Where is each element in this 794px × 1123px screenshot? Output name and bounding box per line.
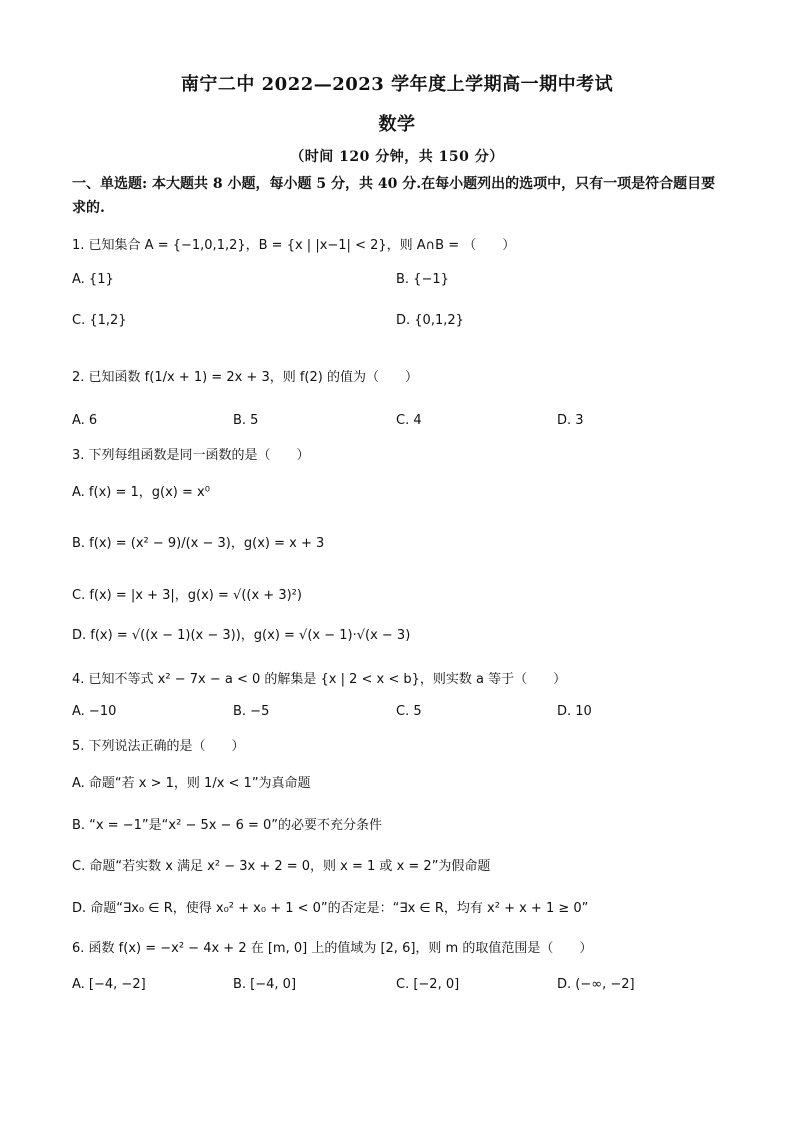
question-1-stem: 1. 已知集合 A = {−1,0,1,2}，B = {x | |x−1| < 2}，则 A∩B = （ ） — [72, 238, 516, 253]
question-5-option-b: B. “x = −1”是“x² − 5x − 6 = 0”的必要不充分条件 — [72, 818, 383, 833]
question-6-option-b: B. [−4, 0] — [233, 977, 297, 992]
exam-title: 南宁二中 2022—2023 学年度上学期高一期中考试 — [180, 74, 614, 95]
question-4-stem: 4. 已知不等式 x² − 7x − a < 0 的解集是 {x | 2 < x < b}，则实数 a 等于（ ） — [72, 672, 567, 687]
time-info: （时间 120 分钟，共 150 分） — [290, 149, 504, 165]
question-2-option-c: C. 4 — [396, 413, 422, 428]
question-4-option-b: B. −5 — [233, 704, 270, 719]
question-1-option-c: C. {1,2} — [72, 313, 127, 328]
question-4-option-d: D. 10 — [557, 704, 592, 719]
question-3-stem: 3. 下列每组函数是同一函数的是（ ） — [72, 448, 310, 463]
question-5-option-d: D. 命题“∃x₀ ∈ R，使得 x₀² + x₀ + 1 < 0”的否定是：“∃x ∈ R，均有 x² + x + 1 ≥ 0” — [72, 901, 589, 916]
question-6-stem: 6. 函数 f(x) = −x² − 4x + 2 在 [m, 0] 上的值域为 [2, 6]，则 m 的取值范围是（ ） — [72, 941, 593, 956]
question-2-option-a: A. 6 — [72, 413, 98, 428]
section-heading: 一、单选题: 本大题共 8 小题，每小题 5 分，共 40 分.在每小题列出的选项中，只有一项是符合题目要求的. — [72, 176, 716, 216]
question-4-option-c: C. 5 — [396, 704, 422, 719]
question-3-option-b: B. f(x) = (x² − 9)/(x − 3)，g(x) = x + 3 — [72, 536, 325, 551]
question-2-option-d: D. 3 — [557, 413, 584, 428]
question-6-option-d: D. (−∞, −2] — [557, 977, 635, 992]
question-6-option-a: A. [−4, −2] — [72, 977, 146, 992]
question-1-option-d: D. {0,1,2} — [396, 313, 464, 328]
question-4-option-a: A. −10 — [72, 704, 117, 719]
question-5-stem: 5. 下列说法正确的是（ ） — [72, 739, 245, 754]
subject-title: 数学 — [378, 114, 416, 135]
question-5-option-a: A. 命题“若 x > 1，则 1/x < 1”为真命题 — [72, 776, 311, 791]
question-5-option-c: C. 命题“若实数 x 满足 x² − 3x + 2 = 0，则 x = 1 或 x = 2”为假命题 — [72, 859, 491, 874]
question-3-option-c: C. f(x) = |x + 3|，g(x) = √((x + 3)²) — [72, 588, 302, 603]
question-1-option-b: B. {−1} — [396, 272, 449, 287]
question-2-option-b: B. 5 — [233, 413, 259, 428]
question-2-stem: 2. 已知函数 f(1/x + 1) = 2x + 3，则 f(2) 的值为（ ） — [72, 370, 418, 385]
question-6-option-c: C. [−2, 0] — [396, 977, 460, 992]
question-3-option-d: D. f(x) = √((x − 1)(x − 3))，g(x) = √(x − 1)·√(x − 3) — [72, 628, 411, 643]
question-1-option-a: A. {1} — [72, 272, 114, 287]
question-3-option-a: A. f(x) = 1，g(x) = x⁰ — [72, 485, 210, 500]
